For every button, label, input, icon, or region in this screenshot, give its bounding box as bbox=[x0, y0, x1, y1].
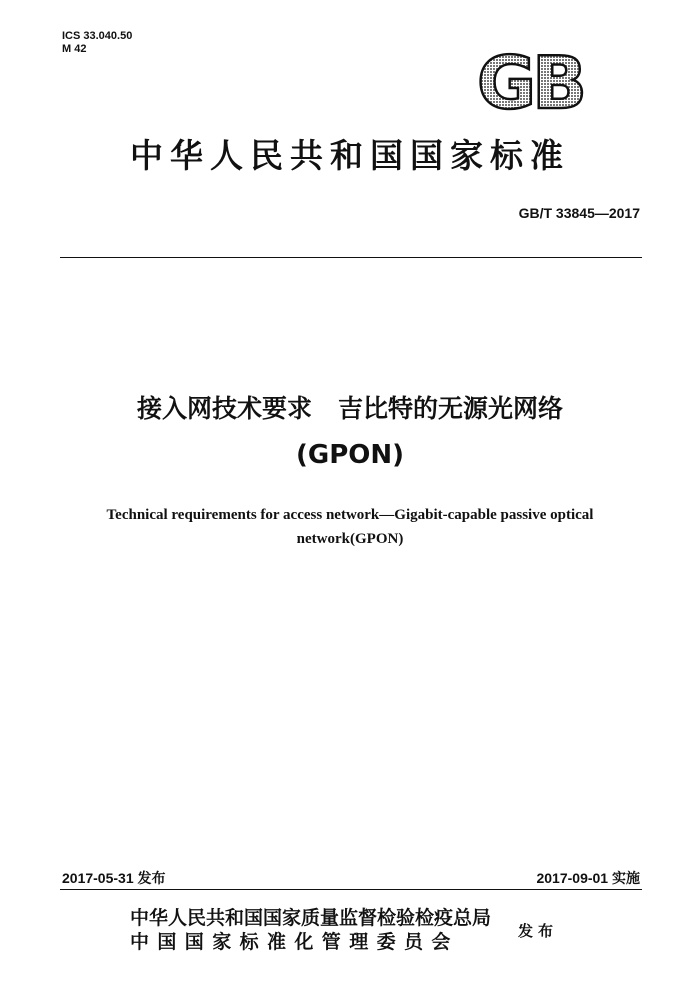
chinese-subtitle: (GPON) bbox=[295, 440, 405, 470]
english-title-line2: network(GPON) bbox=[296, 531, 404, 547]
standard-issuer-title: 中华人民共和国国家标准 bbox=[130, 136, 570, 175]
organization-line-2: 中国国家标准化管理委员会 bbox=[130, 931, 459, 953]
publish-label: 发布 bbox=[518, 922, 559, 940]
header-divider bbox=[60, 257, 642, 258]
chinese-title bbox=[0, 392, 700, 426]
standard-number: GB/T 33845—2017 bbox=[518, 205, 640, 221]
english-title-line1: Technical requirements for access network—Gigabit-capable passive optical bbox=[106, 507, 594, 523]
chinese-title-part1: 接入网技术要求 bbox=[136, 394, 312, 423]
implement-date: 2017-09-01 实施 bbox=[536, 870, 640, 886]
gb-logo bbox=[460, 44, 600, 118]
footer-divider bbox=[60, 889, 642, 890]
gb-logo-text: GB bbox=[477, 44, 583, 118]
english-title bbox=[60, 503, 640, 551]
organization-line-1: 中华人民共和国国家质量监督检验检疫总局 bbox=[130, 907, 492, 929]
ics-code: ICS 33.040.50 bbox=[62, 30, 133, 42]
issuing-organizations bbox=[130, 906, 510, 954]
ics-block bbox=[62, 30, 132, 56]
publish-date: 2017-05-31 发布 bbox=[62, 870, 166, 886]
classification-code: M 42 bbox=[62, 43, 87, 55]
chinese-title-part2: 吉比特的无源光网络 bbox=[338, 394, 564, 423]
